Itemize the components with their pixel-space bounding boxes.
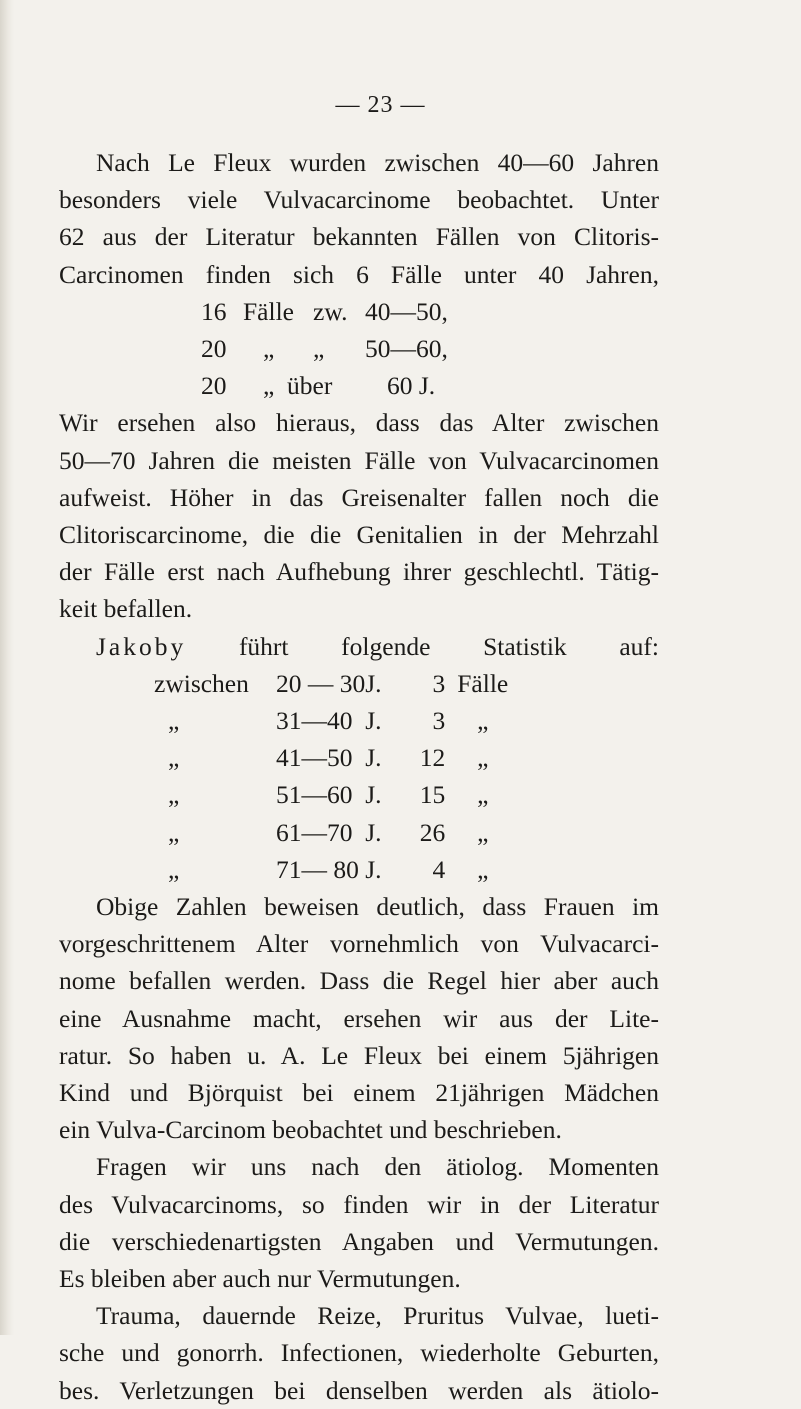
text-line: Nach Le Fleux wurden zwischen 40—60 Jahren (96, 148, 659, 177)
table-row (154, 851, 508, 888)
stat-range: 20 — 30 (276, 668, 366, 698)
stat-count: 26 (419, 817, 446, 847)
age-list-count: 20 (201, 371, 227, 401)
stat-prefix: „ (168, 780, 180, 810)
stat-count: 4 (432, 854, 446, 884)
age-list-mid: über (287, 371, 333, 401)
stat-label: „ (477, 854, 489, 884)
stat-unit: J. (365, 743, 382, 773)
statistics-intro-text: führt folgende Statistik auf: (238, 631, 659, 661)
age-list-word: Fälle (243, 296, 294, 326)
stat-label: „ (477, 817, 489, 847)
paragraph-age-observation (59, 404, 659, 627)
paragraph-conclusion (59, 888, 659, 1148)
stat-range: 41—50 (276, 743, 353, 773)
age-list-row (201, 293, 659, 330)
text-line: sche und gonorrh. Infectionen, wiederholte Geburten, (59, 1338, 659, 1368)
age-list-range: 40—50, (365, 296, 448, 326)
stat-unit: J. (365, 706, 382, 735)
age-list-word: „ (263, 334, 275, 363)
stat-unit: J. (365, 668, 382, 698)
stat-prefix: „ (168, 817, 180, 847)
table-row (154, 776, 508, 813)
statistics-intro (59, 628, 659, 665)
text-line: ein Vulva-Carcinom beobachtet und beschrieben. (59, 1115, 562, 1145)
stat-label: „ (477, 743, 489, 773)
stat-label: Fälle (457, 668, 509, 698)
age-list-count: 20 (201, 334, 227, 363)
stat-unit: J. (365, 817, 382, 847)
text-line: Wir ersehen also hieraus, dass das Alter zwischen (59, 408, 659, 438)
stat-range: 31—40 (276, 706, 353, 735)
table-row (154, 739, 508, 776)
text-line: 62 aus der Literatur bekannten Fällen von Clitoris- (59, 222, 659, 252)
table-row (154, 814, 508, 851)
text-line: bes. Verletzungen bei denselben werden als ätiolo- (59, 1375, 659, 1405)
age-list-row (201, 367, 659, 404)
stat-range: 71— 80 (276, 854, 359, 884)
text-line: die verschiedenartigsten Angaben und Vermutungen. (59, 1226, 659, 1256)
text-line: 50—70 Jahren die meisten Fälle von Vulvacarcinomen (59, 445, 659, 475)
stat-count: 3 (432, 668, 446, 698)
text-line: Es bleiben aber auch nur Vermutungen. (59, 1264, 461, 1294)
text-line: Carcinomen finden sich 6 Fälle unter 40 Jahren, (59, 259, 659, 289)
stat-unit: J. (365, 854, 382, 884)
age-list-mid: zw. (313, 296, 348, 326)
age-list-range: 60 J. (387, 371, 436, 401)
stat-label: „ (477, 706, 489, 735)
stat-prefix: „ (168, 706, 180, 735)
text-line: nome befallen werden. Dass die Regel hier aber auch (59, 966, 659, 996)
statistics-table (154, 665, 508, 888)
text-line: Trauma, dauernde Reize, Pruritus Vulvae, lueti- (96, 1301, 659, 1331)
stat-count: 15 (419, 780, 446, 810)
page-body (59, 144, 659, 1409)
age-list-word: „ (263, 371, 275, 401)
age-list-row (201, 330, 659, 367)
age-list-range: 50—60, (365, 334, 448, 363)
text-line (59, 628, 659, 665)
stat-count: 12 (419, 743, 446, 773)
stat-label: „ (477, 780, 489, 810)
text-line: Kind und Björquist bei einem 21jährigen Mädchen (59, 1078, 659, 1108)
table-row (154, 702, 508, 739)
stat-count: 3 (432, 706, 446, 735)
text-line: des Vulvacarcinoms, so finden wir in der Literatur (59, 1189, 659, 1219)
text-line: keit befallen. (59, 594, 193, 624)
table-row (154, 665, 508, 702)
stat-range: 61—70 (276, 817, 353, 847)
text-line: eine Ausnahme macht, ersehen wir aus der Lite- (59, 1003, 659, 1033)
stat-prefix: zwischen (154, 668, 249, 698)
age-distribution-list (201, 293, 659, 405)
text-line: der Fälle erst nach Aufhebung ihrer geschlechtl. Tätig- (59, 557, 659, 587)
author-name: Jakoby (96, 631, 187, 661)
age-list-mid: „ (313, 334, 325, 363)
stat-prefix: „ (168, 854, 180, 884)
stat-unit: J. (365, 780, 382, 810)
text-line: besonders viele Vulvacarcinome beobachtet. Unter (59, 185, 659, 215)
text-line: Obige Zahlen beweisen deutlich, dass Frauen im (96, 892, 659, 922)
text-line: aufweist. Höher in das Greisenalter fallen noch die (59, 482, 659, 512)
paragraph-etiology (59, 1148, 659, 1297)
page-number: — 23 — (335, 92, 426, 118)
paragraph-le-fleux (59, 144, 659, 293)
text-line: Clitoriscarcinome, die die Genitalien in der Mehrzahl (59, 519, 659, 549)
stat-prefix: „ (168, 743, 180, 773)
age-list-count: 16 (201, 296, 227, 326)
paragraph-causes (59, 1297, 659, 1409)
text-line: vorgeschrittenem Alter vornehmlich von Vulvacarci- (59, 929, 659, 959)
page-edge-shadow (0, 0, 14, 1335)
text-line: Fragen wir uns nach den ätiolog. Momenten (96, 1152, 659, 1182)
stat-range: 51—60 (276, 780, 353, 810)
text-line: ratur. So haben u. A. Le Fleux bei einem 5jährigen (59, 1040, 659, 1070)
